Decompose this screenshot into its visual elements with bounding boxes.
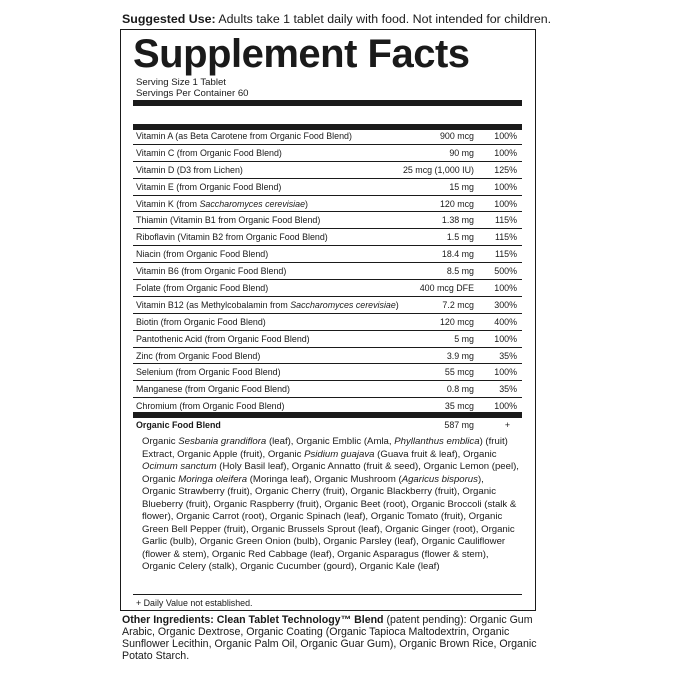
- suggested-use-text: Adults take 1 tablet daily with food. Not intended for children.: [218, 12, 552, 26]
- blend-name: Organic Food Blend: [136, 420, 221, 430]
- nutrient-name-suffix: ): [305, 198, 308, 209]
- blend-italic-segment: Psidium guajava: [304, 448, 375, 460]
- blend-segment: (leaf), Organic Emblic (Amla,: [266, 436, 395, 447]
- nutrient-amount: 1.38 mg: [441, 215, 474, 226]
- table-row: [133, 314, 522, 331]
- nutrient-dv: 100%: [494, 131, 517, 141]
- nutrient-name: Pantothenic Acid (from Organic Food Blend): [136, 333, 310, 344]
- table-row: [133, 229, 522, 246]
- table-row: [133, 145, 522, 162]
- nutrient-amount: 55 mcg: [444, 367, 474, 378]
- suggested-use-label: Suggested Use:: [122, 12, 216, 26]
- other-ingredients-label: Other Ingredients: Clean Tablet Technology™ Blend: [122, 614, 384, 626]
- nutrient-name-italic: Saccharomyces cerevisiae: [199, 198, 306, 209]
- blend-italic-segment: Sesbania grandiflora: [178, 436, 267, 447]
- nutrient-dv: 100%: [494, 147, 517, 158]
- nutrient-name: Manganese (from Organic Food Blend): [136, 384, 290, 395]
- blend-segment: ), Organic Strawberry (fruit), Organic Cherry (fruit), Organic Blackberry (fruit), Organic Blueberry (fruit), Organic Raspberry (fruit), Organic Beet (root), Organic Broccoli (stalk & flower), Organic Carrot (root), Organic Spinach (leaf), Organic Tomato (fruit), Organic Green Bell Pepper (fruit), Organic Brussels Sprout (leaf), Organic Ginger (root), Organic Garlic (bulb), Organic Green Onion (bulb), Organic Parsley (leaf), Organic Cauliflower (flower & stem), Organic Red Cabbage (leaf), Organic Asparagus (flower & stem), Organic Celery (stalk), Organic Cucumber (gourd), Organic Kale (leaf): [142, 473, 517, 573]
- nutrient-dv: 100%: [494, 401, 517, 412]
- serving-size: Serving Size 1 Tablet: [136, 77, 226, 88]
- nutrient-name: Riboflavin (Vitamin B2 from Organic Food Blend): [136, 232, 328, 243]
- nutrient-dv: 100%: [494, 181, 517, 192]
- nutrient-name: Niacin (from Organic Food Blend): [136, 249, 269, 260]
- nutrient-dv: 300%: [494, 299, 517, 310]
- blend-segment: (Moringa leaf), Organic Mushroom (: [247, 473, 402, 485]
- nutrient-dv: 100%: [494, 333, 517, 344]
- table-row: [133, 297, 522, 314]
- nutrient-name-prefix: Vitamin B12 (as Methylcobalamin from: [136, 299, 291, 310]
- panel-title: Supplement Facts: [133, 32, 470, 76]
- table-row: [133, 179, 522, 196]
- nutrient-name: Vitamin E (from Organic Food Blend): [136, 181, 282, 192]
- nutrient-name: Biotin (from Organic Food Blend): [136, 316, 266, 327]
- table-row: [133, 280, 522, 297]
- nutrient-dv: 35%: [499, 384, 517, 395]
- nutrient-name: Zinc (from Organic Food Blend): [136, 350, 261, 361]
- nutrient-table: [133, 128, 522, 415]
- nutrient-amount: 3.9 mg: [446, 350, 474, 361]
- table-row: [133, 381, 522, 398]
- nutrient-dv: 35%: [499, 350, 517, 361]
- nutrient-amount: 0.8 mg: [446, 384, 474, 395]
- nutrient-dv: 115%: [494, 232, 517, 243]
- servings-per-container: Servings Per Container 60: [136, 88, 249, 99]
- nutrient-amount: 7.2 mcg: [442, 299, 474, 310]
- blend-segment: Organic: [142, 436, 179, 447]
- nutrient-name-prefix: Vitamin K (from: [136, 198, 200, 209]
- table-row: [133, 128, 522, 145]
- nutrient-name: Chromium (from Organic Food Blend): [136, 401, 285, 412]
- other-ingredients-text: (patent pending): Organic Gum Arabic, Organic Dextrose, Organic Coating (Organic Tapioca Maltodextrin, Organic Sunflower Lecithin, Organic Palm Oil, Organic Guar Gum), Organic Brown Rice, Organic Potato Starch.: [122, 614, 537, 663]
- nutrient-amount: 90 mg: [449, 147, 474, 158]
- nutrient-amount: 120 mcg: [439, 316, 474, 327]
- table-row: [133, 364, 522, 381]
- table-row: [133, 348, 522, 365]
- suggested-use: [122, 12, 662, 26]
- nutrient-name: [136, 196, 308, 212]
- blend-segment: ) (fruit) Extract, Organic Apple (fruit), Organic: [142, 436, 508, 460]
- nutrient-name: Vitamin C (from Organic Food Blend): [136, 147, 282, 158]
- nutrient-amount: 1.5 mg: [446, 232, 474, 243]
- nutrient-name-suffix: ): [395, 299, 399, 310]
- table-row: [133, 263, 522, 280]
- blend-italic-segment: Ocimum sanctum: [142, 461, 217, 473]
- nutrient-amount: 900 mcg: [439, 131, 474, 141]
- footnote: + Daily Value not established.: [136, 598, 253, 608]
- blend-segment: (Holy Basil leaf), Organic Annatto (fruit & seed), Organic Lemon (peel), Organic: [142, 461, 519, 485]
- serving-info: [136, 77, 249, 99]
- nutrient-dv: 100%: [494, 198, 517, 209]
- nutrient-dv: 400%: [494, 316, 517, 327]
- thick-divider: [133, 100, 522, 106]
- blend-amount: 587 mg: [444, 420, 474, 430]
- blend-row: [133, 418, 522, 433]
- other-ingredients: [122, 614, 542, 662]
- nutrient-amount: 25 mcg (1,000 IU): [402, 164, 474, 175]
- nutrient-name: Vitamin B6 (from Organic Food Blend): [136, 266, 287, 277]
- nutrient-amount: 15 mg: [449, 181, 474, 192]
- nutrient-dv: 100%: [494, 367, 517, 378]
- nutrient-amount: 120 mcg: [439, 198, 474, 209]
- nutrient-amount: 35 mcg: [444, 401, 474, 412]
- table-row: [133, 212, 522, 229]
- table-row: [133, 246, 522, 263]
- nutrient-name: [136, 297, 399, 313]
- blend-italic-segment: Phyllanthus emblica: [394, 436, 480, 447]
- blend-italic-segment: Agaricus bisporus: [401, 473, 478, 485]
- nutrient-dv: 115%: [494, 249, 517, 260]
- nutrient-dv: 100%: [494, 283, 517, 294]
- table-row: [133, 162, 522, 179]
- nutrient-amount: 18.4 mg: [441, 249, 474, 260]
- nutrient-name: Vitamin D (D3 from Lichen): [136, 164, 243, 175]
- table-row: [133, 196, 522, 213]
- nutrient-dv: 125%: [494, 164, 517, 175]
- blend-ingredients: [142, 436, 520, 574]
- nutrient-name: Thiamin (Vitamin B1 from Organic Food Blend): [136, 215, 321, 226]
- divider: [133, 594, 522, 595]
- blend-dv: +: [504, 420, 510, 430]
- nutrient-name: Selenium (from Organic Food Blend): [136, 367, 281, 378]
- nutrient-name: Vitamin A (as Beta Carotene from Organic Food Blend): [136, 131, 352, 141]
- nutrient-name-italic: Saccharomyces cerevisiae: [290, 299, 396, 310]
- nutrient-name: Folate (from Organic Food Blend): [136, 283, 269, 294]
- nutrient-dv: 115%: [494, 215, 517, 226]
- nutrient-amount: 5 mg: [454, 333, 474, 344]
- nutrient-amount: 8.5 mg: [446, 266, 474, 277]
- table-row: [133, 331, 522, 348]
- blend-segment: (Guava fruit & leaf), Organic: [374, 448, 497, 460]
- nutrient-dv: 500%: [494, 266, 517, 277]
- blend-italic-segment: Moringa oleifera: [178, 473, 248, 485]
- supplement-facts-panel: [120, 29, 536, 611]
- nutrient-amount: 400 mcg DFE: [419, 283, 474, 294]
